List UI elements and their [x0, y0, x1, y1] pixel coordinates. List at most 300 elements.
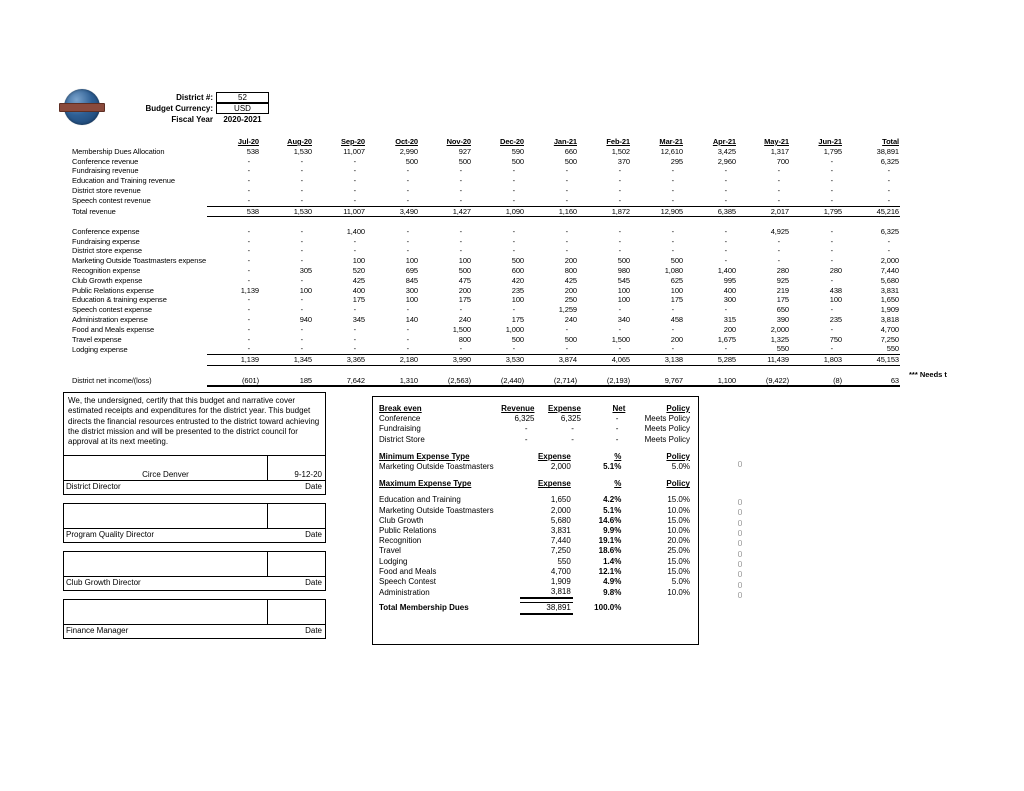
cell-value: 475: [458, 275, 471, 285]
cell-value: -: [724, 176, 727, 186]
zero-value: 0: [737, 579, 743, 590]
cell-value: -: [247, 305, 250, 315]
cell-value: Education and Training: [379, 495, 461, 505]
month-header: Jan-21: [553, 137, 577, 146]
cell-value: Conference: [379, 414, 421, 424]
cell-value: -: [512, 226, 515, 236]
cell-value: 11,007: [343, 146, 365, 156]
spacer: [68, 217, 900, 227]
cell-value: -: [565, 176, 568, 186]
cell-value: -: [353, 344, 356, 354]
cell-value: 280: [776, 266, 789, 276]
certification-box: [63, 392, 326, 495]
table-row: [68, 147, 900, 157]
cell-value: -: [618, 305, 621, 315]
table-row: [68, 137, 900, 147]
cell-value: -: [300, 275, 303, 285]
minimum-expense-table: [379, 452, 692, 472]
cell-value: 6,325: [560, 414, 581, 424]
cell-value: -: [459, 226, 462, 236]
signature-name: Circe Denver: [142, 470, 189, 480]
cell-value: 2,990: [399, 146, 418, 156]
column-header: Net: [612, 404, 626, 413]
cell-value: -: [353, 185, 356, 195]
cell-value: 45,153: [843, 355, 900, 366]
certification-text: We, the undersigned, certify that this budget and narrative cover estimated receipts and expenditures for the district year. This budget directs the financial resources entrusted to the district toward achieving the district mission and will be presented to the district council for approval at its next meeting.: [64, 393, 325, 456]
column-header: Policy: [666, 451, 690, 461]
cell-value: 100: [617, 285, 630, 295]
cell-value: 800: [564, 266, 577, 276]
cell-value: -: [618, 185, 621, 195]
cell-value: 5.1%: [603, 505, 622, 515]
table-row: [68, 196, 900, 206]
cell-value: -: [300, 226, 303, 236]
cell-value: -: [406, 344, 409, 354]
cell-value: 425: [564, 275, 577, 285]
row-label: Conference revenue: [72, 156, 139, 166]
cell-value: 538: [246, 146, 259, 156]
cell-value: -: [300, 344, 303, 354]
cell-value: -: [353, 236, 356, 246]
cell-value: 940: [299, 315, 312, 325]
row-label: Recognition expense: [72, 266, 141, 276]
cell-value: 4.2%: [603, 495, 622, 505]
month-header: Sep-20: [341, 137, 365, 146]
cell-value: 9.9%: [603, 526, 622, 536]
cell-value: 5.0%: [671, 577, 690, 587]
cell-value: 1,400: [717, 266, 736, 276]
cell-value: -: [671, 246, 674, 256]
cell-value: 3,138: [631, 355, 684, 366]
cell-value: -: [887, 176, 890, 186]
cell-value: 2,000: [550, 505, 571, 515]
cell-value: 6,325: [880, 226, 899, 236]
table-row: [68, 305, 900, 315]
cell-value: -: [459, 305, 462, 315]
row-label: District store revenue: [72, 185, 141, 195]
table-row: [379, 495, 692, 505]
cell-value: -: [615, 414, 619, 424]
table-row: [68, 186, 900, 196]
cell-value: -: [565, 226, 568, 236]
cell-value: 3,530: [472, 355, 525, 366]
month-header: Jul-20: [237, 137, 259, 146]
cell-value: -: [512, 305, 515, 315]
row-label: Club Growth expense: [72, 275, 143, 285]
cell-value: -: [887, 195, 890, 205]
cell-value: 5,285: [684, 355, 737, 366]
cell-value: -: [300, 176, 303, 186]
cell-value: 1,795: [790, 206, 843, 217]
table-row: [379, 526, 692, 536]
column-header: Policy: [666, 404, 690, 413]
cell-value: -: [459, 185, 462, 195]
cell-value: -: [247, 226, 250, 236]
cell-value: -: [353, 305, 356, 315]
cell-value: 340: [617, 315, 630, 325]
month-header: Dec-20: [500, 137, 524, 146]
table-row: [379, 567, 692, 577]
cell-value: -: [830, 176, 833, 186]
cell-value: 2,000: [880, 256, 899, 266]
cell-value: 6,325: [514, 414, 535, 424]
cell-value: 1,139: [240, 285, 259, 295]
date-field-program-quality-director: [268, 504, 325, 528]
cell-value: -: [565, 246, 568, 256]
signature-block-club-growth-director: [63, 551, 326, 591]
cell-value: -: [830, 226, 833, 236]
zero-value: 0: [737, 517, 743, 528]
logo-banner: [59, 103, 105, 112]
fiscal-year-label: Fiscal Year: [171, 115, 213, 124]
cell-value: 1,427: [419, 206, 472, 217]
cell-value: 5,680: [550, 515, 571, 525]
cell-value: 3,831: [550, 526, 571, 536]
signature-date: 9-12-20: [294, 470, 322, 480]
cell-value: 100: [829, 295, 842, 305]
cell-value: -: [777, 176, 780, 186]
cell-value: Administration: [379, 587, 430, 597]
cell-value: 10.0%: [667, 526, 690, 536]
cell-value: 500: [564, 156, 577, 166]
table-row: [379, 577, 692, 587]
table-row: [68, 376, 900, 387]
cell-value: 25.0%: [667, 546, 690, 556]
cell-value: 925: [776, 275, 789, 285]
zero-value: 0: [737, 497, 743, 507]
cell-value: -: [353, 166, 356, 176]
cell-value: 315: [723, 315, 736, 325]
cell-value: -: [724, 256, 727, 266]
cell-value: -: [353, 176, 356, 186]
cell-value: -: [300, 166, 303, 176]
cell-value: 1,317: [770, 146, 789, 156]
cell-value: -: [459, 344, 462, 354]
cell-value: 1,650: [880, 295, 899, 305]
row-label: Administration expense: [72, 315, 148, 325]
row-label: Conference expense: [72, 226, 140, 236]
cell-value: 538: [207, 206, 260, 217]
cell-value: -: [459, 166, 462, 176]
table-row: [68, 227, 900, 237]
cell-value: -: [724, 185, 727, 195]
cell-value: 3,874: [525, 355, 578, 366]
cell-value: -: [887, 236, 890, 246]
net-income-note: *** Needs t: [909, 370, 947, 379]
cell-value: 300: [723, 295, 736, 305]
cell-value: -: [512, 195, 515, 205]
total-membership-dues-value: 38,891: [520, 602, 573, 614]
budget-analysis-box: [372, 396, 699, 645]
cell-value: Recognition: [379, 536, 422, 546]
cell-value: 995: [723, 275, 736, 285]
cell-value: 7,250: [880, 334, 899, 344]
district-number-field: 52: [216, 92, 269, 103]
cell-value: (2,714): [525, 376, 578, 387]
table-row: [379, 546, 692, 556]
column-header: Expense: [548, 404, 581, 413]
cell-value: -: [353, 195, 356, 205]
cell-value: -: [571, 434, 574, 444]
cell-value: Fundraising: [379, 424, 421, 434]
row-label: Fundraising expense: [72, 236, 140, 246]
cell-value: 100: [405, 256, 418, 266]
cell-value: -: [887, 166, 890, 176]
break-even-table: [379, 404, 692, 445]
column-header: Minimum Expense Type: [379, 451, 470, 461]
zero-value: 0: [737, 507, 743, 518]
cell-value: 1,795: [823, 146, 842, 156]
table-row: [68, 286, 900, 296]
certification-section: [63, 392, 326, 639]
cell-value: 425: [352, 275, 365, 285]
cell-value: 1,650: [550, 495, 571, 505]
cell-value: 12,610: [660, 146, 683, 156]
cell-value: -: [247, 324, 250, 334]
cell-value: 10.0%: [667, 587, 690, 597]
cell-value: 100: [458, 256, 471, 266]
cell-value: -: [459, 176, 462, 186]
row-label: Travel expense: [72, 334, 122, 344]
table-row: [379, 452, 692, 462]
table-row: [68, 355, 900, 366]
cell-value: 280: [829, 266, 842, 276]
cell-value: 1,909: [550, 577, 571, 587]
cell-value: -: [618, 344, 621, 354]
maximum-expense-table: [379, 479, 692, 615]
cell-value: 1,000: [505, 324, 524, 334]
cell-value: 1,500: [452, 324, 471, 334]
cell-value: 1,400: [346, 226, 365, 236]
month-header: Feb-21: [606, 137, 630, 146]
cell-value: 200: [458, 285, 471, 295]
cell-value: -: [724, 195, 727, 205]
budget-currency-field: USD: [216, 103, 269, 114]
cell-value: -: [830, 166, 833, 176]
cell-value: 345: [352, 315, 365, 325]
row-label: Education & training expense: [72, 295, 167, 305]
zero-value: 0: [737, 590, 743, 601]
cell-value: -: [724, 246, 727, 256]
cell-value: 12,905: [631, 206, 684, 217]
cell-value: 7,440: [550, 536, 571, 546]
cell-value: -: [353, 246, 356, 256]
cell-value: -: [300, 295, 303, 305]
cell-value: 175: [776, 295, 789, 305]
row-label: Marketing Outside Toastmasters expense: [72, 256, 207, 266]
date-label: Date: [305, 626, 322, 636]
signature-field-district-director: [64, 456, 268, 480]
cell-value: -: [459, 236, 462, 246]
cell-value: -: [618, 166, 621, 176]
signature-block-finance-manager: [63, 599, 326, 639]
cell-value: 3,990: [419, 355, 472, 366]
cell-value: -: [353, 324, 356, 334]
cell-value: 800: [458, 334, 471, 344]
cell-value: -: [830, 246, 833, 256]
cell-value: 6,325: [880, 156, 899, 166]
cell-value: -: [671, 176, 674, 186]
cell-value: (601): [207, 376, 260, 387]
cell-value: 500: [511, 156, 524, 166]
zero-value: 0: [737, 569, 743, 580]
cell-value: 2,017: [737, 206, 790, 217]
role-label-finance-manager: Finance Manager: [66, 626, 129, 636]
cell-value: -: [524, 434, 528, 444]
cell-value: 1,675: [717, 334, 736, 344]
cell-value: 370: [617, 156, 630, 166]
cell-value: 15.0%: [667, 515, 690, 525]
cell-value: -: [459, 195, 462, 205]
table-row: [68, 246, 900, 256]
cell-value: 200: [723, 324, 736, 334]
zero-value: 0: [737, 559, 743, 570]
table-row: [68, 217, 900, 227]
cell-value: 1,090: [472, 206, 525, 217]
cell-value: -: [247, 156, 250, 166]
cell-value: -: [671, 324, 674, 334]
table-row: [68, 166, 900, 176]
month-header: Nov-20: [446, 137, 471, 146]
cell-value: -: [830, 256, 833, 266]
cell-value: 660: [564, 146, 577, 156]
cell-value: -: [671, 344, 674, 354]
cell-value: Marketing Outside Toastmasters: [379, 462, 494, 472]
district-number-label: District #:: [176, 93, 213, 102]
role-label-district-director: District Director: [66, 482, 121, 492]
cell-value: 1,310: [366, 376, 419, 387]
cell-value: 695: [405, 266, 418, 276]
cell-value: 500: [405, 156, 418, 166]
role-label-program-quality-director: Program Quality Director: [66, 530, 155, 540]
cell-value: -: [887, 246, 890, 256]
cell-value: 100: [617, 295, 630, 305]
cell-value: Meets Policy: [644, 424, 690, 434]
cell-value: Meets Policy: [644, 414, 690, 424]
month-header: Aug-20: [287, 137, 312, 146]
zero-value: 0: [737, 548, 743, 559]
cell-value: -: [406, 195, 409, 205]
cell-value: -: [618, 324, 621, 334]
cell-value: -: [565, 344, 568, 354]
cell-value: 100: [511, 295, 524, 305]
column-header: %: [614, 479, 622, 489]
cell-value: 11,439: [737, 355, 790, 366]
cell-value: -: [406, 226, 409, 236]
cell-value: 45,216: [843, 206, 900, 217]
cell-value: -: [618, 226, 621, 236]
cell-value: -: [406, 334, 409, 344]
cell-value: -: [247, 166, 250, 176]
cell-value: 1,500: [611, 334, 630, 344]
cell-value: -: [777, 166, 780, 176]
cell-value: 140: [405, 315, 418, 325]
row-label: Membership Dues Allocation: [72, 146, 165, 156]
cell-value: 438: [829, 285, 842, 295]
cell-value: 20.0%: [667, 536, 690, 546]
table-row: [379, 479, 692, 489]
table-row: [68, 366, 900, 376]
cell-value: 7,642: [313, 376, 366, 387]
cell-value: 9,767: [631, 376, 684, 387]
table-row: [379, 424, 692, 434]
table-row: [68, 266, 900, 276]
table-row: [68, 176, 900, 186]
cell-value: 4,065: [578, 355, 631, 366]
cell-value: -: [830, 195, 833, 205]
row-label: Fundraising revenue: [72, 166, 139, 176]
cell-value: 219: [776, 285, 789, 295]
column-header: Expense: [537, 451, 571, 461]
cell-value: 10.0%: [667, 505, 690, 515]
cell-value: -: [565, 195, 568, 205]
cell-value: -: [777, 246, 780, 256]
cell-value: 235: [829, 315, 842, 325]
cell-value: -: [512, 236, 515, 246]
cell-value: -: [406, 305, 409, 315]
cell-value: 500: [511, 256, 524, 266]
cell-value: 100: [299, 285, 312, 295]
cell-value: 15.0%: [667, 556, 690, 566]
cell-value: 38,891: [876, 146, 899, 156]
cell-value: 305: [299, 266, 312, 276]
cell-value: 200: [564, 256, 577, 266]
cell-value: -: [247, 344, 250, 354]
column-header: Expense: [537, 479, 571, 489]
cell-value: -: [300, 256, 303, 266]
column-header: Break even: [379, 404, 422, 413]
cell-value: 500: [670, 256, 683, 266]
cell-value: 590: [511, 146, 524, 156]
date-label: Date: [305, 530, 322, 540]
district-budget-table: [68, 137, 900, 387]
cell-value: -: [671, 236, 674, 246]
cell-value: 700: [776, 156, 789, 166]
cell-value: Lodging: [379, 556, 408, 566]
cell-value: 295: [670, 156, 683, 166]
cell-value: -: [671, 185, 674, 195]
cell-value: -: [300, 156, 303, 166]
cell-value: 845: [405, 275, 418, 285]
cell-value: 15.0%: [667, 566, 690, 576]
cell-value: Marketing Outside Toastmasters: [379, 505, 494, 515]
cell-value: -: [300, 246, 303, 256]
cell-value: 200: [670, 334, 683, 344]
cell-value: 980: [617, 266, 630, 276]
cell-value: -: [300, 236, 303, 246]
month-header: Mar-21: [659, 137, 683, 146]
cell-value: 1,803: [790, 355, 843, 366]
table-row: [379, 414, 692, 424]
cell-value: -: [571, 424, 574, 434]
cell-value: 1,530: [260, 206, 313, 217]
cell-value: 2,180: [366, 355, 419, 366]
cell-value: (8): [790, 376, 843, 387]
cell-value: -: [565, 185, 568, 195]
toastmasters-logo-icon: [64, 89, 102, 127]
cell-value: 550: [776, 344, 789, 354]
cell-value: -: [830, 236, 833, 246]
cell-value: 750: [829, 334, 842, 344]
table-row: [68, 295, 900, 305]
cell-value: 3,831: [880, 285, 899, 295]
cell-value: 458: [670, 315, 683, 325]
cell-value: 500: [458, 156, 471, 166]
cell-value: 240: [458, 315, 471, 325]
row-label: Speech contest expense: [72, 305, 152, 315]
cell-value: -: [247, 295, 250, 305]
cell-value: -: [247, 246, 250, 256]
